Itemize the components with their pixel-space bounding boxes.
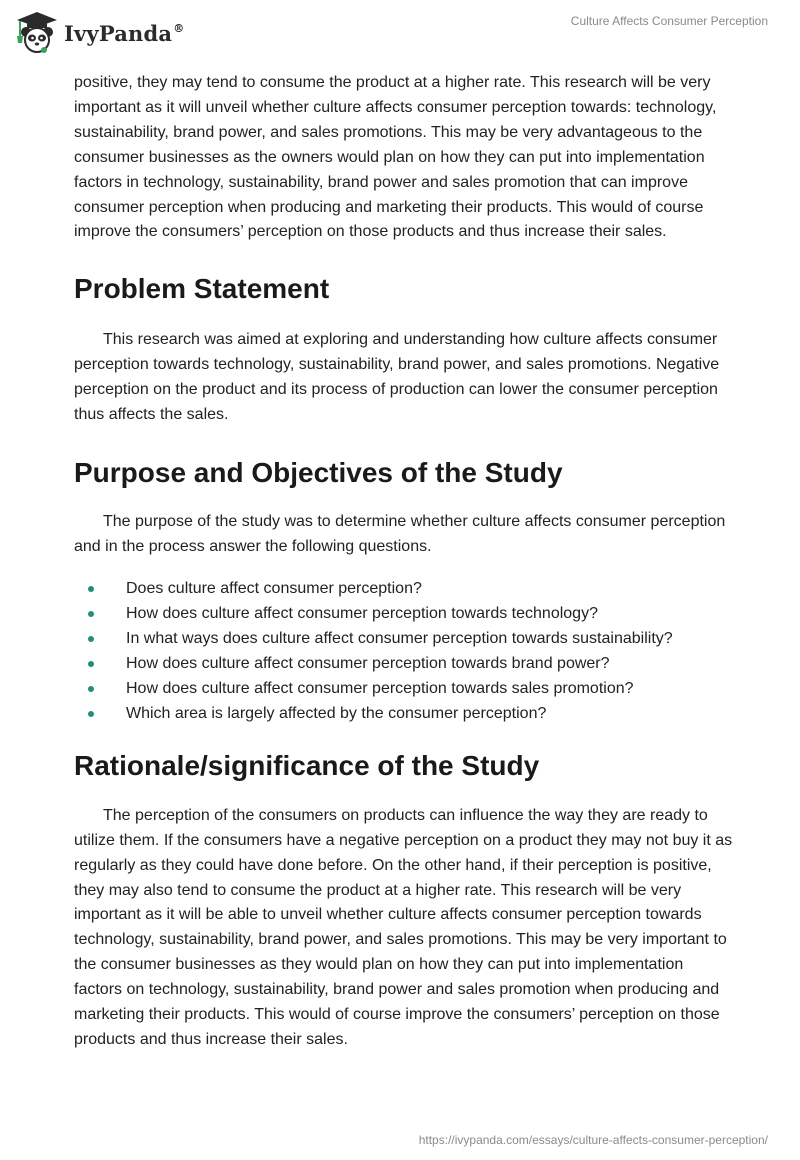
list-item: Does culture affect consumer perception? (74, 576, 734, 601)
list-item: How does culture affect consumer perception towards technology? (74, 601, 734, 626)
bullet-icon (88, 611, 94, 617)
panda-graduation-icon (14, 10, 60, 56)
intro-paragraph: positive, they may tend to consume the product at a higher rate. This research will be very important as it will unveil whether culture affects consumer perception towards: technology, sustainability, brand power, and sales promotions. This may be very advantageous to the consumer businesses as the owners would plan on how they can put into implementation factors in technology, sustainability, brand power and sales promotion that can improve consumer perception when producing and marketing their products. This would of course improve the consumers’ perception on those products and thus increase their sales. (74, 74, 717, 241)
rationale-heading: Rationale/significance of the Study (74, 749, 540, 781)
source-url-link[interactable]: https://ivypanda.com/essays/culture-affects-consumer-perception/ (418, 1133, 768, 1147)
logo-text: IvyPanda® (64, 20, 185, 46)
research-questions-list (74, 576, 734, 726)
list-item: How does culture affect consumer perception towards sales promotion? (74, 676, 734, 701)
bullet-icon (88, 711, 94, 717)
bullet-icon (88, 636, 94, 642)
document-title: Culture Affects Consumer Perception (570, 14, 768, 28)
problem-statement-paragraph: This research was aimed at exploring and understanding how culture affects consumer perception towards technology, sustainability, brand power, and sales promotions. Negative perception on the product and its process of production can lower the consumer perception thus affects the sales. (74, 331, 720, 424)
bullet-icon (88, 586, 94, 592)
problem-statement-heading: Problem Statement (74, 273, 330, 305)
rationale-paragraph: The perception of the consumers on products can influence the way they are ready to utilize them. If the consumers have a negative perception on a product they may not buy it as regularly as they could have done before. On the other hand, if their perception is positive, they may also tend to consume the product at a higher rate. This research will be very important as it will be able to unveil whether culture affects consumer perception towards technology, sustainability, brand power, and sales promotions. This may be very important to the consumer businesses as they would plan on how they can put into implementation factors on technology, sustainability, brand power and sales promotion when producing and marketing their products. This would of course improve the consumers’ perception on those products and thus increase their sales. (74, 806, 733, 1048)
list-item: Which area is largely affected by the consumer perception? (74, 701, 734, 726)
list-item: How does culture affect consumer perception towards brand power? (74, 651, 734, 676)
bullet-icon (88, 661, 94, 667)
purpose-objectives-heading: Purpose and Objectives of the Study (74, 456, 563, 488)
list-item: In what ways does culture affect consumer perception towards sustainability? (74, 626, 734, 651)
bullet-icon (88, 686, 94, 692)
purpose-paragraph: The purpose of the study was to determine whether culture affects consumer perception and in the process answer the following questions. (74, 512, 726, 555)
page-header (0, 0, 800, 70)
essay-body (74, 71, 734, 1053)
ivypanda-logo[interactable] (14, 10, 184, 56)
